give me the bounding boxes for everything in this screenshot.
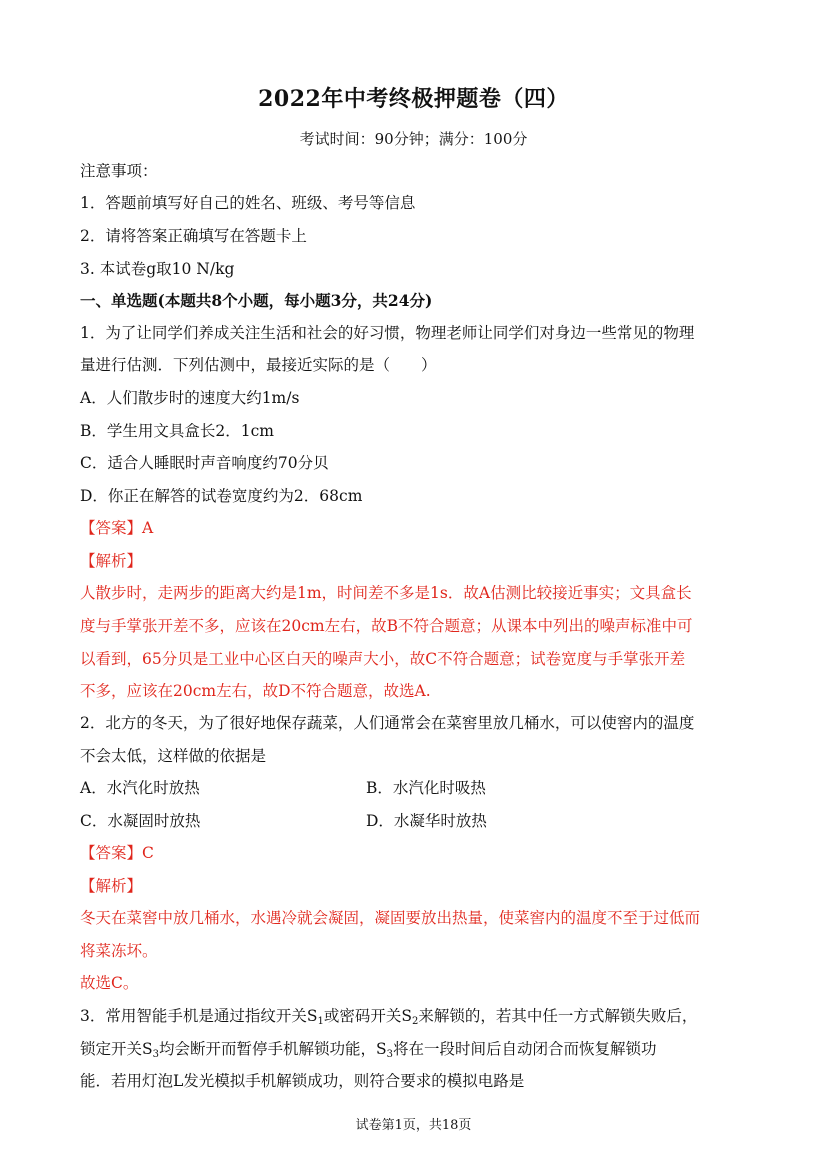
- option-a: A．人们散步时的速度大约1m/s: [80, 389, 300, 407]
- exam-info: 考试时间：90分钟；满分：100分: [299, 130, 528, 148]
- question-stem: 不会太低，这样做的依据是: [80, 747, 267, 765]
- answer-label: 【答案】A: [80, 519, 154, 537]
- section-heading: 一、单选题(本题共8个小题，每小题3分，共24分): [80, 291, 433, 310]
- analysis-text: 人散步时，走两步的距离大约是1m，时间差不多是1s．故A估测比较接近事实；文具盒长: [80, 584, 692, 602]
- analysis-text: 将菜冻坏。: [80, 942, 158, 960]
- option-c: C．水凝固时放热: [80, 812, 201, 830]
- analysis-text: 以看到，65分贝是工业中心区白天的噪声大小，故C不符合题意；试卷宽度与手掌张开差: [80, 650, 686, 668]
- option-d: D．水凝华时放热: [366, 812, 487, 830]
- analysis-conclusion: 故选C。: [80, 974, 139, 992]
- question-stem: 2．北方的冬天，为了很好地保存蔬菜，人们通常会在菜窖里放几桶水，可以使窖内的温度: [80, 714, 695, 732]
- analysis-text: 不多，应该在20cm左右，故D不符合题意，故选A.: [80, 682, 431, 700]
- analysis-text: 度与手掌张开差不多，应该在20cm左右，故B不符合题意；从课本中列出的噪声标准中可: [80, 617, 693, 635]
- note-item: 3. 本试卷g取10 N/kg: [80, 260, 235, 278]
- answer-label: 【答案】C: [80, 844, 154, 862]
- page-footer: 试卷第1页，共18页: [355, 1118, 472, 1133]
- question-stem: 量进行估测．下列估测中，最接近实际的是（ ）: [80, 356, 437, 374]
- note-item: 2．请将答案正确填写在答题卡上: [80, 227, 307, 245]
- analysis-text: 冬天在菜窖中放几桶水，水遇冷就会凝固，凝固要放出热量，使菜窖内的温度不至于过低而: [80, 909, 701, 927]
- note-item: 1．答题前填写好自己的姓名、班级、考号等信息: [80, 194, 416, 212]
- option-b: B．水汽化时吸热: [366, 779, 486, 797]
- question-stem: 1．为了让同学们养成关注生活和社会的好习惯，物理老师让同学们对身边一些常见的物理: [80, 324, 695, 342]
- analysis-label: 【解析】: [80, 552, 143, 570]
- page-title: 2022年中考终极押题卷（四）: [258, 86, 569, 112]
- question-stem: 能．若用灯泡L发光模拟手机解锁成功，则符合要求的模拟电路是: [80, 1072, 525, 1090]
- option-c: C．适合人睡眠时声音响度约70分贝: [80, 454, 329, 472]
- option-a: A．水汽化时放热: [80, 779, 200, 797]
- question-stem: 3．常用智能手机是通过指纹开关$S_1$或密码开关$S_2$来解锁的，若其中任一方式解锁失败后，: [80, 1007, 698, 1027]
- option-d: D．你正在解答的试卷宽度约为2．68cm: [80, 487, 363, 505]
- analysis-label: 【解析】: [80, 877, 143, 895]
- notes-header: 注意事项：: [80, 162, 158, 180]
- question-stem: 锁定开关$S_3$均会断开而暂停手机解锁功能，$S_3$将在一段时间后自动闭合而恢复解锁功: [80, 1040, 657, 1060]
- option-b: B．学生用文具盒长2．1cm: [80, 422, 274, 440]
